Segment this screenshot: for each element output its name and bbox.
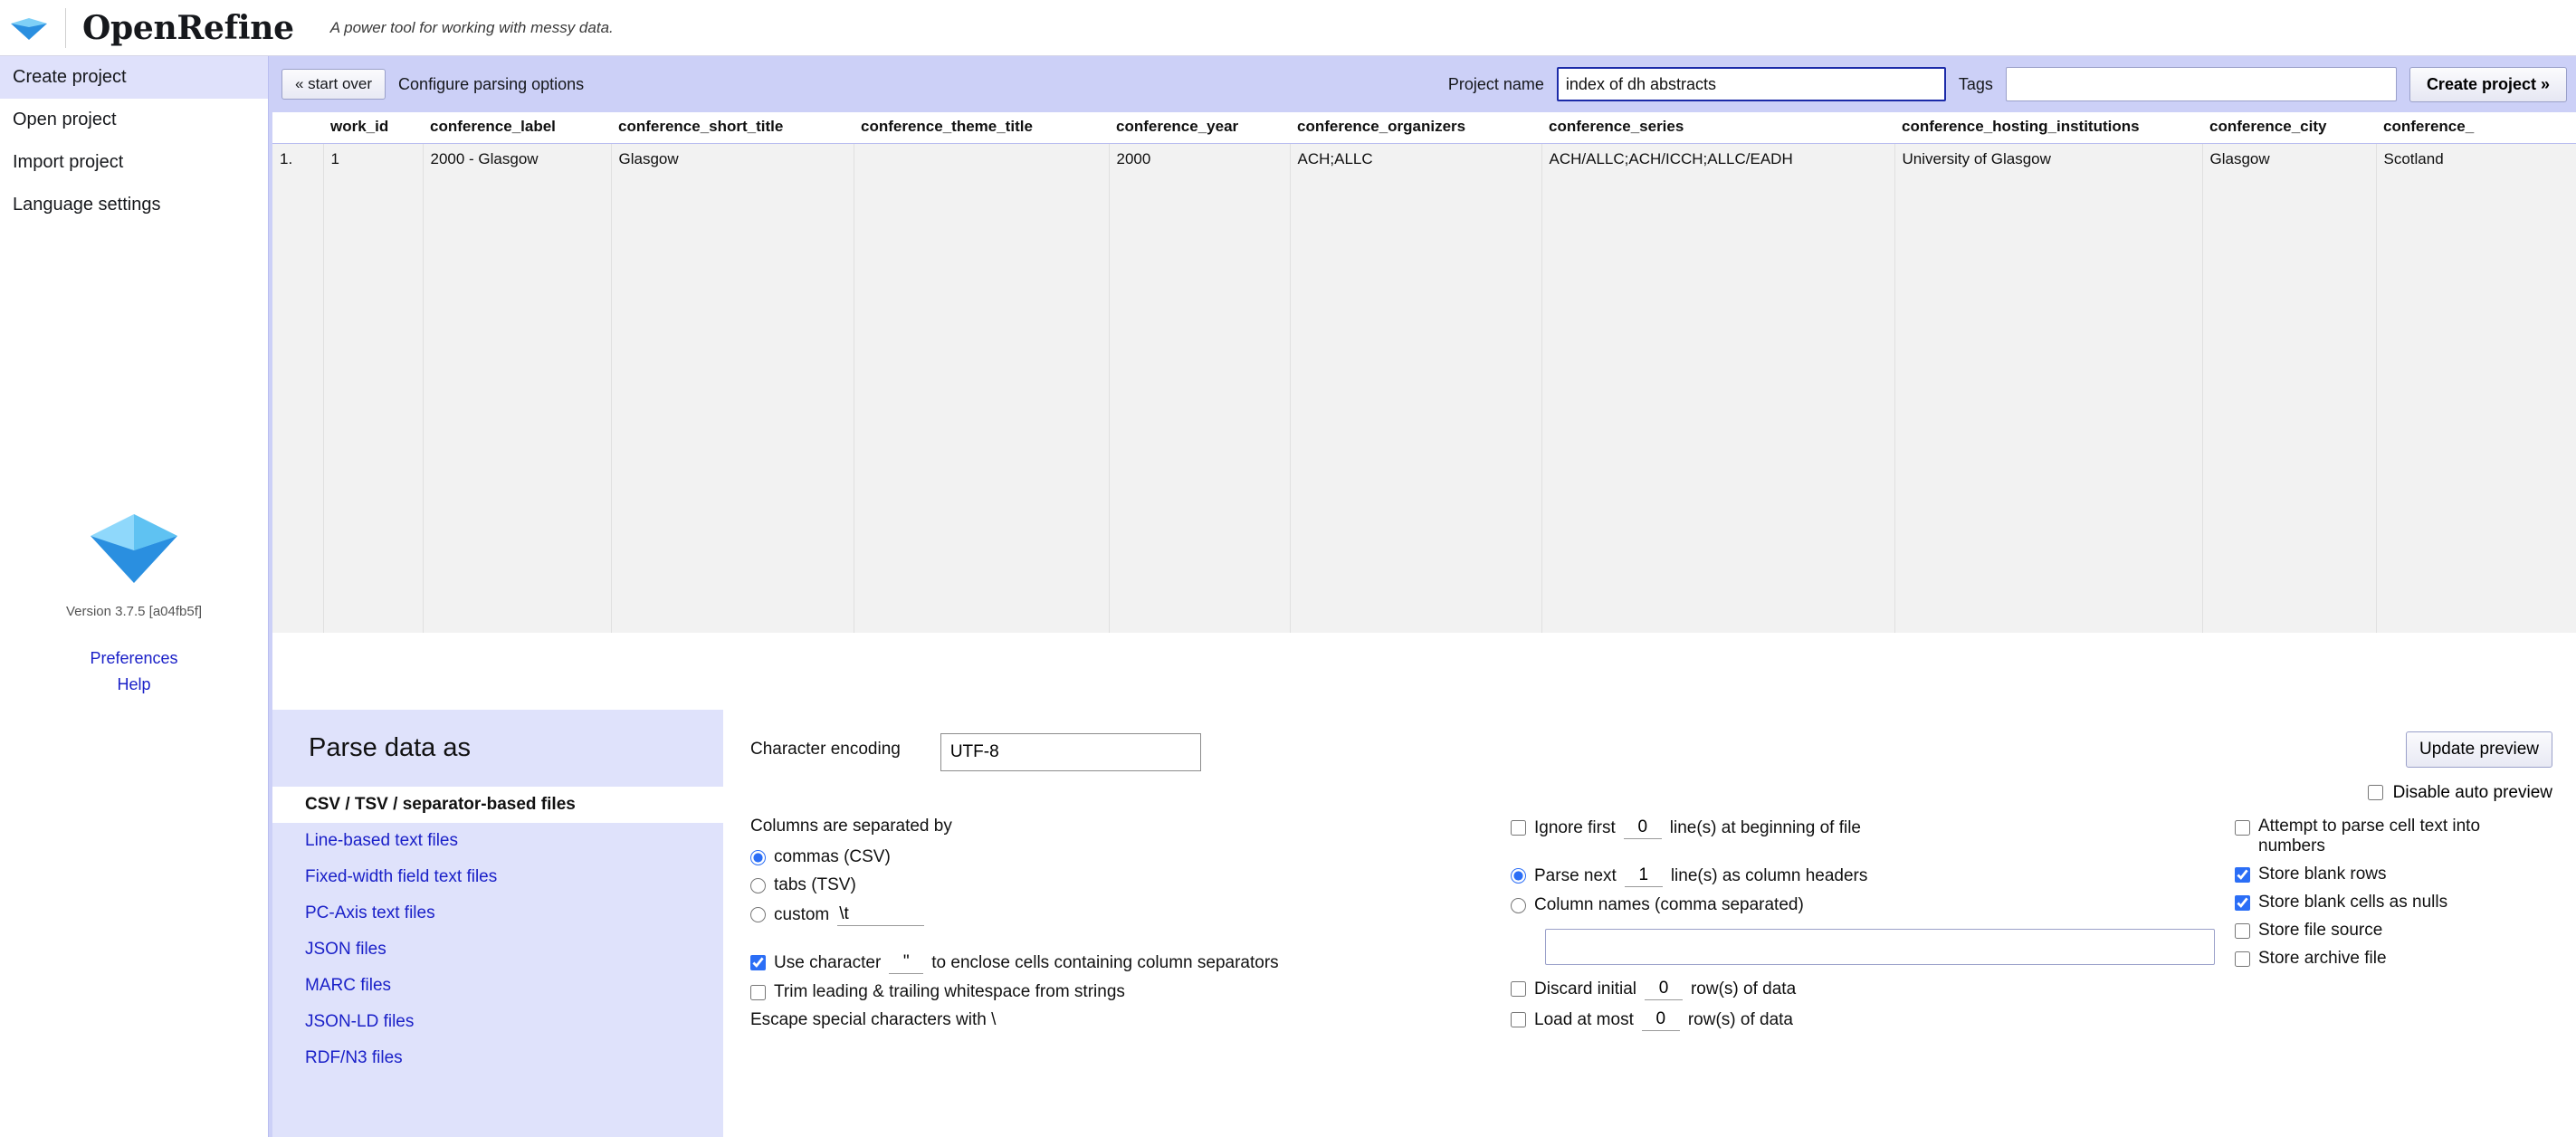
cell-conference-theme-title	[854, 144, 1109, 633]
discard-initial-checkbox[interactable]	[1511, 981, 1526, 997]
store-archive-file-label: Store archive file	[2258, 949, 2387, 968]
column-header-conference-theme-title: conference_theme_title	[854, 112, 1109, 144]
column-names-row[interactable]	[1511, 895, 2235, 915]
format-option-marc[interactable]: MARC files	[305, 976, 392, 995]
separator-label-custom: custom	[774, 904, 830, 924]
parse-numbers-label: Attempt to parse cell text into numbers	[2258, 817, 2481, 855]
header-divider	[65, 8, 66, 48]
store-blank-rows-row[interactable]	[2235, 865, 2552, 884]
column-header-rownum	[272, 112, 323, 144]
project-name-input[interactable]	[1557, 67, 1946, 101]
header-rows-column	[1511, 817, 2235, 1041]
parse-data-as-title: Parse data as	[309, 733, 471, 762]
cell-conference-city: Glasgow	[2202, 144, 2376, 633]
parse-next-input[interactable]	[1625, 865, 1663, 887]
sidebar-item-label: Language settings	[13, 195, 161, 215]
separator-label-commas: commas (CSV)	[774, 847, 891, 866]
separator-option-commas[interactable]	[750, 847, 1511, 867]
tags-label: Tags	[1958, 74, 1993, 93]
column-header-conference-short-title: conference_short_title	[611, 112, 854, 144]
storage-options-column	[2235, 817, 2552, 1041]
options-columns	[750, 817, 2552, 1041]
help-link[interactable]: Help	[117, 675, 151, 693]
load-at-most-checkbox[interactable]	[1511, 1012, 1526, 1027]
separator-radio-commas[interactable]	[750, 850, 766, 865]
disable-auto-preview-checkbox[interactable]	[2368, 785, 2383, 800]
discard-initial-suffix: row(s) of data	[1690, 979, 1797, 998]
ignore-first-row[interactable]	[1511, 817, 2235, 839]
encoding-label: Character encoding	[750, 740, 901, 759]
sidebar-item-label: Create project	[13, 67, 127, 87]
quote-character-row[interactable]	[750, 951, 1511, 974]
version-label: Version 3.7.5 [a04fb5f]	[65, 604, 203, 619]
configure-parsing-label: Configure parsing options	[398, 74, 585, 93]
sidebar-logo	[0, 509, 268, 619]
body-wrapper	[0, 56, 2576, 1137]
separator-custom-input[interactable]	[837, 903, 924, 926]
format-option-json[interactable]: JSON files	[305, 940, 386, 959]
table-header-row	[272, 112, 2576, 144]
table-row	[272, 144, 2576, 633]
format-option-json-ld[interactable]: JSON-LD files	[305, 1012, 415, 1031]
parse-next-row[interactable]	[1511, 865, 2235, 887]
load-at-most-suffix: row(s) of data	[1687, 1009, 1793, 1029]
trim-whitespace-row[interactable]	[750, 982, 1511, 1002]
separator-label-tabs: tabs (TSV)	[774, 875, 856, 894]
sidebar-links	[0, 649, 268, 702]
format-option-rdf-n3[interactable]: RDF/N3 files	[305, 1048, 403, 1067]
store-blank-cells-checkbox[interactable]	[2235, 895, 2250, 911]
sidebar-item-label: Open project	[13, 110, 117, 129]
escape-characters-label: Escape special characters with \	[750, 1010, 997, 1029]
column-header-conference-organizers: conference_organizers	[1290, 112, 1541, 144]
create-project-button[interactable]: Create project »	[2409, 67, 2567, 102]
ignore-first-label: Ignore first	[1534, 817, 1616, 837]
project-name-label: Project name	[1447, 74, 1544, 93]
separator-option-custom[interactable]	[750, 903, 1511, 926]
ignore-first-checkbox[interactable]	[1511, 820, 1526, 836]
format-option-csv-tsv[interactable]: CSV / TSV / separator-based files	[272, 787, 723, 823]
discard-initial-row[interactable]	[1511, 978, 2235, 1000]
store-file-source-row[interactable]	[2235, 921, 2552, 941]
column-names-label: Column names (comma separated)	[1534, 895, 1804, 914]
column-header-work-id: work_id	[323, 112, 423, 144]
cell-conference-country: Scotland	[2376, 144, 2576, 633]
update-preview-button[interactable]: Update preview	[2406, 731, 2552, 768]
store-blank-rows-label: Store blank rows	[2258, 865, 2387, 884]
load-at-most-row[interactable]	[1511, 1008, 2235, 1031]
preferences-link[interactable]: Preferences	[90, 649, 178, 667]
quote-suffix-label: to enclose cells containing column separators	[931, 952, 1279, 972]
cell-conference-series: ACH/ALLC;ACH/ICCH;ALLC/EADH	[1541, 144, 1894, 633]
sidebar-item-create-project[interactable]	[0, 56, 268, 99]
trim-whitespace-label: Trim leading & trailing whitespace from strings	[774, 982, 1125, 1001]
preview-table-scroll[interactable]	[272, 112, 2576, 710]
store-blank-cells-label: Store blank cells as nulls	[2258, 893, 2448, 912]
parse-numbers-checkbox[interactable]	[2235, 820, 2250, 836]
cell-conference-label: 2000 - Glasgow	[423, 144, 611, 633]
column-header-conference-hosting-institutions: conference_hosting_institutions	[1894, 112, 2202, 144]
discard-initial-input[interactable]	[1645, 978, 1683, 1000]
format-option-line-based[interactable]: Line-based text files	[305, 831, 458, 850]
tags-input[interactable]	[2006, 67, 2397, 101]
parse-data-as-panel	[272, 710, 723, 1137]
disable-auto-preview-label: Disable auto preview	[2392, 782, 2552, 802]
ignore-first-input[interactable]	[1624, 817, 1662, 839]
sidebar-item-label: Import project	[13, 152, 124, 172]
column-names-input[interactable]	[1545, 929, 2215, 965]
config-section	[269, 710, 2576, 1137]
preview-table-zone	[269, 112, 2576, 710]
column-header-conference-country: conference_	[2376, 112, 2576, 144]
store-file-source-checkbox[interactable]	[2235, 923, 2250, 939]
column-header-conference-year: conference_year	[1109, 112, 1290, 144]
separator-options-column	[750, 817, 1511, 1041]
store-archive-file-checkbox[interactable]	[2235, 951, 2250, 967]
parse-next-label: Parse next	[1534, 865, 1617, 885]
parsing-options-panel	[723, 710, 2576, 1137]
cell-conference-short-title: Glasgow	[611, 144, 854, 633]
encoding-input[interactable]	[940, 733, 1201, 771]
sidebar-item-import-project[interactable]	[0, 141, 268, 184]
project-toolbar	[269, 56, 2576, 112]
column-header-conference-series: conference_series	[1541, 112, 1894, 144]
separator-radio-custom[interactable]	[750, 907, 766, 922]
store-archive-file-row[interactable]	[2235, 949, 2552, 969]
column-header-conference-label: conference_label	[423, 112, 611, 144]
diamond-icon	[87, 575, 181, 590]
quote-prefix-label: Use character	[774, 952, 882, 972]
store-file-source-label: Store file source	[2258, 921, 2383, 940]
cell-conference-year: 2000	[1109, 144, 1290, 633]
column-names-radio[interactable]	[1511, 898, 1526, 913]
app-header	[0, 0, 2576, 56]
quote-character-input[interactable]	[889, 951, 923, 974]
trim-whitespace-checkbox[interactable]	[750, 985, 766, 1000]
column-header-conference-city: conference_city	[2202, 112, 2376, 144]
ignore-first-suffix: line(s) at beginning of file	[1669, 817, 1862, 837]
cell-conference-organizers: ACH;ALLC	[1290, 144, 1541, 633]
preview-table	[272, 112, 2576, 633]
main-panel	[268, 56, 2576, 1137]
parse-next-suffix: line(s) as column headers	[1670, 865, 1868, 885]
format-option-pc-axis[interactable]: PC-Axis text files	[305, 903, 435, 922]
load-at-most-input[interactable]	[1642, 1008, 1680, 1031]
parse-next-radio[interactable]	[1511, 868, 1526, 884]
format-option-fixed-width[interactable]: Fixed-width field text files	[305, 867, 498, 886]
parse-numbers-row[interactable]	[2235, 817, 2552, 856]
store-blank-rows-checkbox[interactable]	[2235, 867, 2250, 883]
disable-auto-preview-row[interactable]	[2364, 782, 2552, 803]
store-blank-cells-row[interactable]	[2235, 893, 2552, 912]
sidebar-item-open-project[interactable]	[0, 99, 268, 141]
sidebar	[0, 56, 268, 1137]
app-brand: OpenRefine	[82, 8, 294, 47]
discard-initial-label: Discard initial	[1534, 979, 1636, 998]
diamond-icon	[9, 14, 49, 42]
quote-character-checkbox[interactable]	[750, 955, 766, 970]
separator-title: Columns are separated by	[750, 817, 952, 836]
start-over-button[interactable]: « start over	[281, 69, 386, 100]
separator-option-tabs[interactable]	[750, 875, 1511, 895]
load-at-most-label: Load at most	[1534, 1009, 1634, 1029]
cell-conference-hosting-institutions: University of Glasgow	[1894, 144, 2202, 633]
encoding-row	[750, 733, 2552, 771]
sidebar-item-language-settings[interactable]	[0, 184, 268, 226]
app-tagline: A power tool for working with messy data.	[329, 18, 614, 36]
separator-radio-tabs[interactable]	[750, 878, 766, 893]
cell-work-id: 1	[323, 144, 423, 633]
row-number-cell: 1.	[272, 144, 323, 633]
